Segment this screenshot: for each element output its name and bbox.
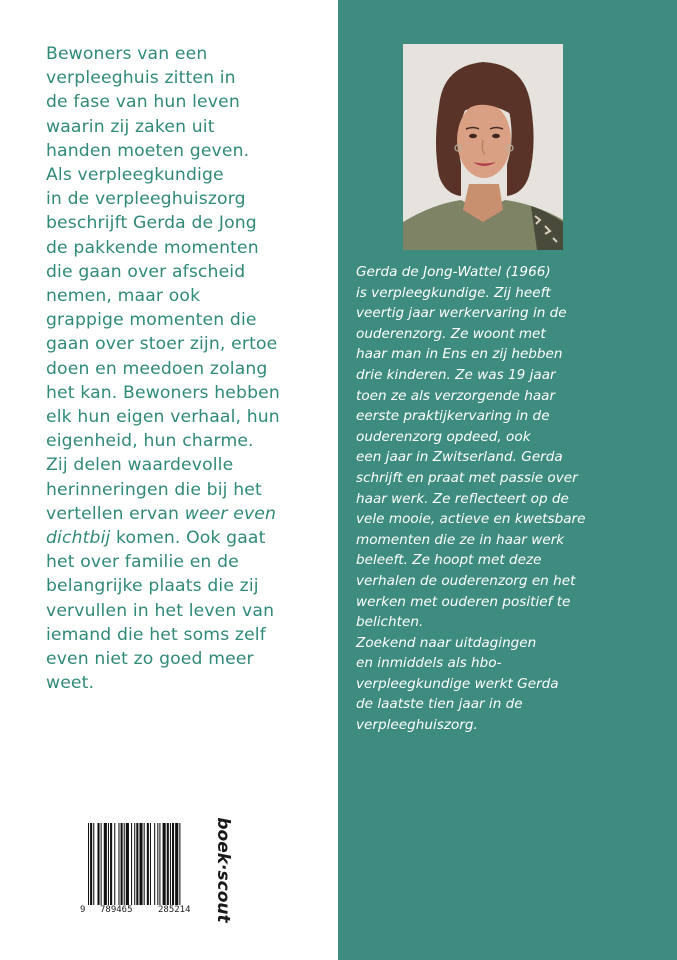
bio-line: belichten. [356,614,424,631]
bio-line: ouderenzorg opdeed, ook [356,428,531,445]
barcode-bar [144,823,145,905]
blurb-line: die gaan over afscheid [46,261,246,282]
bio-line: veertig jaar werkervaring in de [356,305,567,322]
bio-line: ouderenzorg. Ze woont met [356,325,546,342]
barcode-bar [136,823,138,905]
blurb-line [46,502,326,526]
barcode-bar [101,823,102,905]
blurb-line: belangrijke plaats die zij [46,576,259,597]
blurb-line: de pakkende momenten [46,237,259,258]
publisher-name: boek·scout [213,817,233,923]
barcode-bars [86,823,210,905]
author-photo [403,44,563,250]
barcode-bar [175,823,178,905]
bio-line: verpleegkundige werkt Gerda [356,675,559,692]
blurb-line: Zij delen waardevolle [46,455,234,476]
barcode-bar [97,823,99,905]
blurb-text: vertellen ervan [46,503,180,524]
barcode-bar [88,823,89,905]
isbn-barcode [86,823,210,905]
blurb-line: het over familie en de [46,552,239,573]
blurb-line: elk hun eigen verhaal, hun [46,407,280,428]
bio-line: werken met ouderen positief te [356,593,571,610]
barcode-bar [104,823,107,905]
isbn-digits [80,905,216,919]
bio-line: de laatste tien jaar in de [356,696,523,713]
bio-line: verpleeghuiszorg. [356,717,478,734]
barcode-bar [121,823,123,905]
blurb-line: gaan over stoer zijn, ertoe [46,334,278,355]
blurb-line [46,526,326,550]
author-bio [356,262,664,736]
barcode-bar [154,823,155,905]
blurb-line: het kan. Bewoners hebben [46,382,280,403]
bio-line: drie kinderen. Ze was 19 jaar [356,366,556,383]
blurb-line: herinneringen die bij het [46,479,262,500]
barcode-bar [179,823,180,905]
isbn-digit-group: 285214 [158,905,191,915]
barcode-bar [170,823,171,905]
bio-line: eerste praktijkervaring in de [356,408,550,425]
bio-line: is verpleegkundige. Zij heeft [356,284,551,301]
isbn-digit-group: 789465 [100,905,133,915]
barcode-bar [157,823,158,905]
bio-line: schrijft en praat met passie over [356,469,578,486]
barcode-bar [131,823,132,905]
bio-line: en inmiddels als hbo- [356,655,502,672]
blurb-line: eigenheid, hun charme. [46,431,254,452]
blurb-line: doen en meedoen zolang [46,358,268,379]
barcode-bar [90,823,92,905]
blurb-line: de fase van hun leven [46,92,240,113]
barcode-bar [172,823,174,905]
barcode-bar [93,823,94,905]
barcode-bar [159,823,160,905]
barcode-bar [167,823,169,905]
blurb-line: waarin zij zaken uit [46,116,215,137]
barcode-bar [147,823,149,905]
blurb-line: iemand die het soms zelf [46,624,266,645]
blurb-line: vervullen in het leven van [46,600,275,621]
barcode-bar [126,823,129,905]
blurb-text: komen. Ook gaat [110,528,266,549]
isbn-digit-group: 9 [80,905,86,915]
blurb-line: weet. [46,673,95,694]
barcode-bar [163,823,166,905]
blurb-line: beschrijft Gerda de Jong [46,213,257,234]
blurb-line: grappige momenten die [46,310,257,331]
back-cover-blurb [46,42,326,695]
bio-line: vele mooie, actieve en kwetsbare [356,511,586,528]
bio-line: beleeft. Ze hoopt met deze [356,552,542,569]
bio-line: Zoekend naar uitdagingen [356,634,537,651]
publisher-logo [210,817,236,923]
bio-line: haar werk. Ze reflecteert op de [356,490,569,507]
barcode-bar [110,823,112,905]
bio-line: Gerda de Jong-Wattel (1966) [356,264,551,280]
blurb-italic-title: dichtbij [46,528,111,549]
blurb-line: even niet zo goed meer [46,649,254,670]
barcode-bar [108,823,109,905]
bio-line: een jaar in Zwitserland. Gerda [356,449,563,466]
blurb-line: Als verpleegkundige [46,165,224,186]
blurb-italic-title: weer even [184,503,277,524]
blurb-line: in de verpleeghuiszorg [46,189,246,210]
blurb-line: Bewoners van een [46,44,208,64]
barcode-bar [139,823,142,905]
barcode-bar [124,823,125,905]
barcode-bar [114,823,115,905]
blurb-line: nemen, maar ook [46,286,201,307]
barcode-bar [150,823,151,905]
author-portrait-image [403,44,563,250]
blurb-line: handen moeten geven. [46,140,250,161]
bio-line: momenten die ze in haar werk [356,531,565,548]
bio-line: haar man in Ens en zij hebben [356,346,563,363]
barcode-bar [134,823,135,905]
bio-line: verhalen de ouderenzorg en het [356,572,576,589]
blurb-line: verpleeghuis zitten in [46,68,236,89]
barcode-bar [118,823,119,905]
bio-line: toen ze als verzorgende haar [356,387,556,404]
